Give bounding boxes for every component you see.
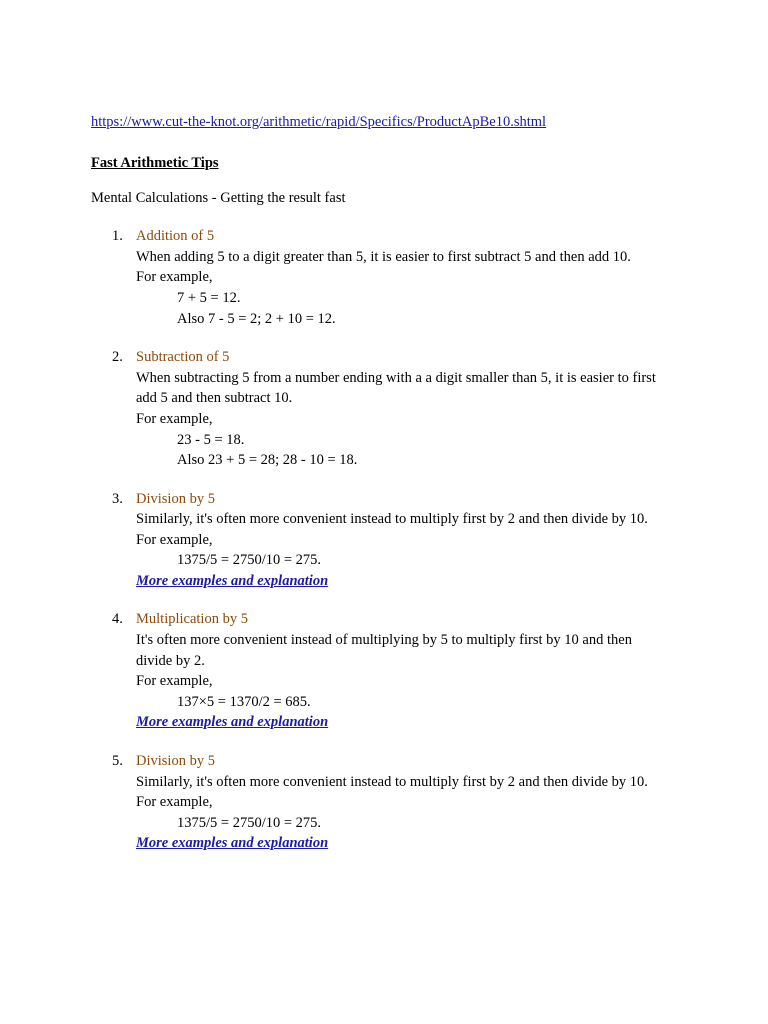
item-text: add 5 and then subtract 10.: [136, 390, 293, 406]
item-example: 137×5 = 1370/2 = 685.: [177, 694, 311, 710]
item-number: 5.: [112, 753, 123, 769]
item-text: For example,: [136, 673, 213, 689]
item-number: 4.: [112, 611, 123, 627]
item-example: 1375/5 = 2750/10 = 275.: [177, 552, 322, 568]
item-number: 3.: [112, 491, 123, 507]
item-text: It's often more convenient instead of multiplying by 5 to multiply first by 10 and then: [136, 632, 632, 648]
more-examples-link[interactable]: More examples and explanation: [136, 714, 329, 730]
source-url-link[interactable]: https://www.cut-the-knot.org/arithmetic/rapid/Specifics/ProductApBe10.shtml: [91, 114, 547, 130]
item-example: 1375/5 = 2750/10 = 275.: [177, 815, 322, 831]
item-text: For example,: [136, 794, 213, 810]
item-heading: Addition of 5: [136, 228, 215, 244]
item-number: 2.: [112, 349, 123, 365]
item-text: Similarly, it's often more convenient instead to multiply first by 2 and then divide by 10.: [136, 511, 648, 527]
item-heading: Division by 5: [136, 491, 215, 507]
item-example: Also 23 + 5 = 28; 28 - 10 = 18.: [177, 452, 358, 468]
item-text: For example,: [136, 269, 213, 285]
item-text: When subtracting 5 from a number ending with a a digit smaller than 5, it is easier to first: [136, 370, 656, 386]
item-text: Similarly, it's often more convenient instead to multiply first by 2 and then divide by 10.: [136, 774, 648, 790]
page-title: Fast Arithmetic Tips: [91, 155, 219, 171]
item-text: divide by 2.: [136, 653, 205, 669]
item-heading: Multiplication by 5: [136, 611, 248, 627]
item-heading: Division by 5: [136, 753, 215, 769]
item-number: 1.: [112, 228, 123, 244]
item-example: 23 - 5 = 18.: [177, 432, 245, 448]
page-subtitle: Mental Calculations - Getting the result fast: [91, 190, 346, 206]
item-example: 7 + 5 = 12.: [177, 290, 241, 306]
item-text: For example,: [136, 532, 213, 548]
more-examples-link[interactable]: More examples and explanation: [136, 835, 329, 851]
item-heading: Subtraction of 5: [136, 349, 230, 365]
item-text: When adding 5 to a digit greater than 5, it is easier to first subtract 5 and then add 10.: [136, 249, 631, 265]
more-examples-link[interactable]: More examples and explanation: [136, 573, 329, 589]
item-text: For example,: [136, 411, 213, 427]
item-example: Also 7 - 5 = 2; 2 + 10 = 12.: [177, 311, 336, 327]
